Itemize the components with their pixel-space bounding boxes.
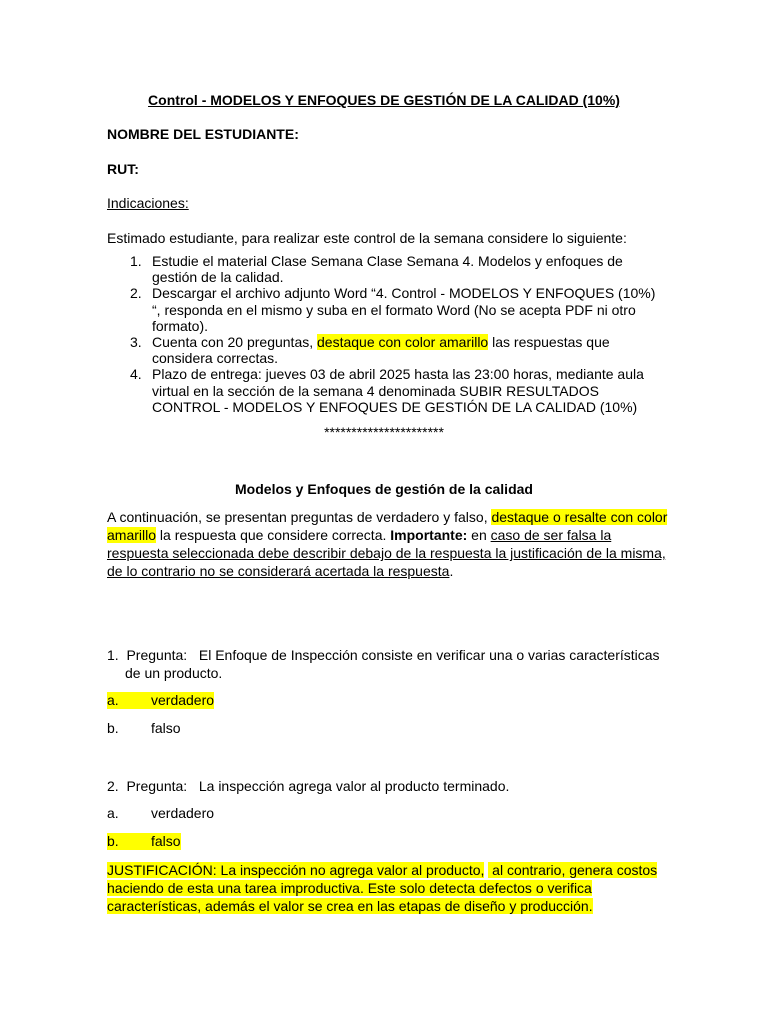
document-title: Control - MODELOS Y ENFOQUES DE GESTIÓN DE LA CALIDAD (10%) bbox=[148, 92, 620, 108]
question-1 bbox=[107, 646, 660, 682]
section-intro bbox=[107, 508, 667, 580]
highlighted-text: destaque con color amarillo bbox=[317, 334, 489, 351]
intro-text: Estimado estudiante, para realizar este control de la semana considere lo siguiente: bbox=[107, 230, 627, 246]
instructions-list bbox=[130, 253, 655, 415]
question-2 bbox=[107, 777, 509, 795]
instruction-text: considera correctas. bbox=[152, 350, 279, 367]
justification-text: al contrario, genera costos bbox=[488, 862, 658, 878]
underlined-text: caso de ser falsa la bbox=[490, 527, 612, 543]
instruction-number: 4. bbox=[130, 366, 142, 383]
instruction-number: 2. bbox=[130, 285, 142, 302]
question-label: Pregunta: bbox=[126, 778, 188, 794]
instruction-item bbox=[130, 285, 655, 334]
instruction-text: las respuestas que bbox=[488, 334, 610, 351]
instruction-text: “, responda en el mismo y suba en el formato Word (No se acepta PDF ni otro bbox=[152, 301, 636, 318]
question-text: La inspección agrega valor al producto terminado. bbox=[198, 778, 510, 794]
option-a-selected[interactable] bbox=[107, 692, 214, 709]
option-letter: b. bbox=[107, 833, 119, 849]
underlined-text: respuesta seleccionada debe describir debajo de la respuesta la justificación de la misma, bbox=[107, 545, 666, 561]
section-intro-text: A continuación, se presentan preguntas de verdadero y falso, bbox=[107, 509, 492, 525]
highlighted-text: destaque o resalte con color bbox=[491, 509, 668, 525]
important-label: Importante: bbox=[390, 527, 468, 543]
option-letter: a. bbox=[107, 805, 119, 821]
indications-heading: Indicaciones: bbox=[107, 195, 189, 211]
highlighted-text: amarillo bbox=[107, 527, 157, 543]
option-b[interactable] bbox=[107, 720, 181, 737]
instruction-text: virtual en la sección de la semana 4 denominada SUBIR RESULTADOS bbox=[152, 382, 599, 399]
instruction-text: Descargar el archivo adjunto Word “4. Control - MODELOS Y ENFOQUES (10%) bbox=[152, 285, 656, 302]
option-text: verdadero bbox=[151, 692, 215, 708]
question-text: El Enfoque de Inspección consiste en verificar una o varias características bbox=[198, 647, 660, 663]
instruction-text: Plazo de entrega: jueves 03 de abril 2025 hasta las 23:00 horas, mediante aula bbox=[152, 366, 644, 383]
rut-label: RUT: bbox=[107, 161, 139, 177]
instruction-item bbox=[130, 366, 655, 415]
question-number: 2. bbox=[107, 778, 119, 794]
instruction-text: formato). bbox=[152, 317, 209, 334]
instruction-number: 3. bbox=[130, 334, 142, 351]
instruction-item bbox=[130, 334, 655, 366]
section-intro-text: la respuesta que considere correcta. bbox=[156, 527, 391, 543]
justification-text: JUSTIFICACIÓN: La inspección no agrega valor al producto, bbox=[107, 862, 485, 878]
option-b-selected[interactable] bbox=[107, 833, 181, 850]
instruction-text: gestión de la calidad. bbox=[152, 269, 284, 286]
section-intro-text: en bbox=[467, 527, 491, 543]
question-number: 1. bbox=[107, 647, 119, 663]
student-name-label: NOMBRE DEL ESTUDIANTE: bbox=[107, 126, 299, 142]
question-label: Pregunta: bbox=[126, 647, 188, 663]
option-text: verdadero bbox=[151, 805, 215, 821]
option-letter: b. bbox=[107, 720, 119, 736]
option-letter: a. bbox=[107, 692, 119, 708]
justification-text: características, además el valor se crea en las etapas de diseño y producción. bbox=[107, 898, 593, 914]
question-text: de un producto. bbox=[125, 665, 223, 681]
instruction-text: Estudie el material Clase Semana Clase Semana 4. Modelos y enfoques de bbox=[152, 253, 623, 269]
option-a[interactable] bbox=[107, 805, 214, 822]
section-title: Modelos y Enfoques de gestión de la calidad bbox=[235, 481, 533, 497]
instruction-number: 1. bbox=[130, 253, 142, 269]
justification bbox=[107, 861, 657, 915]
underlined-text: de lo contrario no se considerará acertada la respuesta bbox=[107, 563, 450, 579]
justification-text: haciendo de esta una tarea improductiva. Este solo detecta defectos o verifica bbox=[107, 880, 592, 896]
section-intro-text: . bbox=[449, 563, 454, 579]
option-text: falso bbox=[151, 720, 181, 736]
instruction-text: CONTROL - MODELOS Y ENFOQUES DE GESTIÓN DE LA CALIDAD (10%) bbox=[152, 398, 638, 415]
instruction-item bbox=[130, 253, 655, 285]
option-text: falso bbox=[151, 833, 181, 849]
separator: ********************** bbox=[324, 424, 444, 440]
instruction-text: Cuenta con 20 preguntas, bbox=[152, 334, 318, 351]
